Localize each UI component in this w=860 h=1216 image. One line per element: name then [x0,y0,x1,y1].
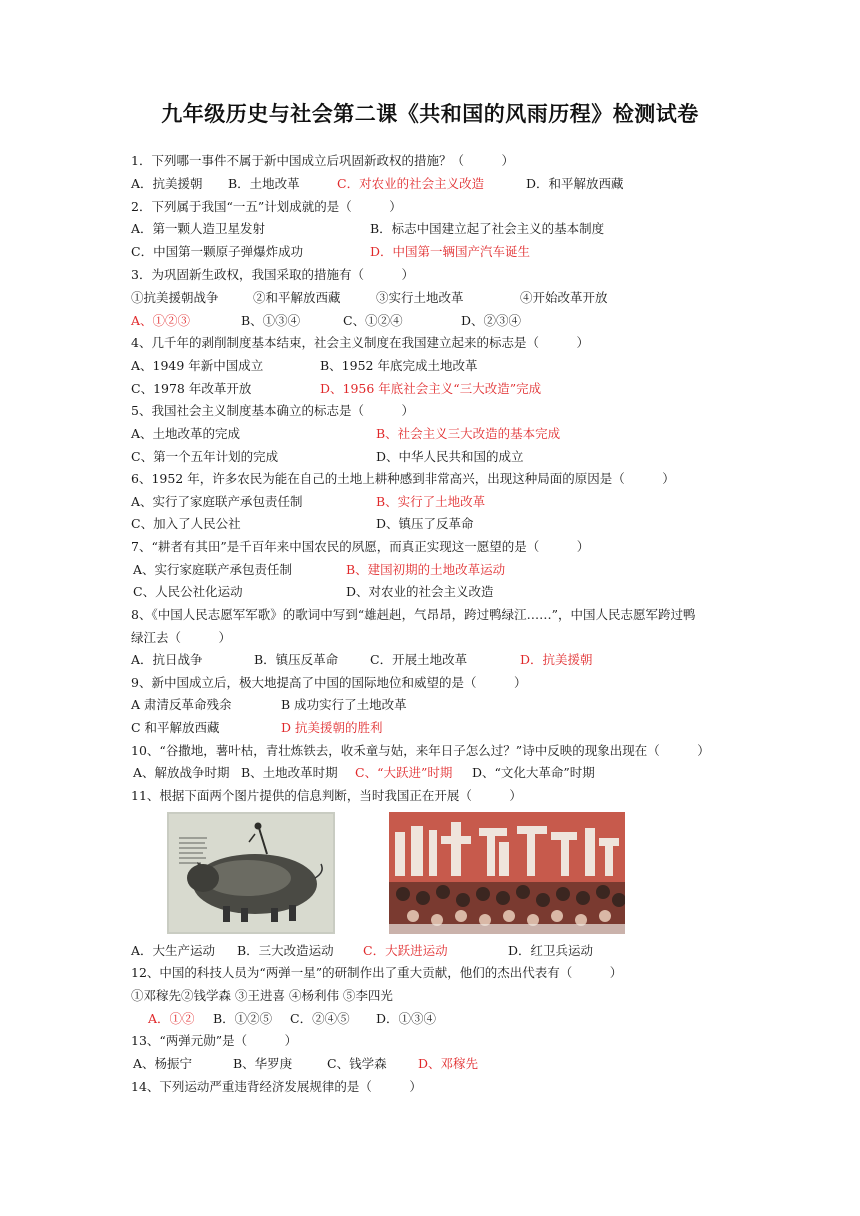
q10-option-b: B、土地改革时期 [241,765,338,780]
q1-option-b: B．土地改革 [228,176,300,191]
q10-option-a: A、解放战争时期 [133,765,230,780]
q8-option-d: D．抗美援朝 [520,652,593,667]
q12-option-c: C．②④⑤ [290,1011,350,1026]
q3-option-c: C、①②④ [343,313,403,328]
q3-option-d: D、②③④ [461,313,522,328]
q3-item-1: ①抗美援朝战争 [131,290,219,305]
q2-option-c: C．中国第一颗原子弹爆炸成功 [131,244,304,259]
q11-option-b: B．三大改造运动 [237,943,334,958]
q1-option-a: A．抗美援朝 [131,176,203,191]
q13-option-b: B、华罗庚 [233,1056,293,1071]
q10-option-d: D、“文化大革命”时期 [472,765,595,780]
question-12-stem: 12、中国的科技人员为“两弹一星”的研制作出了重大贡献，他们的杰出代表有（ ） [131,965,623,980]
q4-option-c: C、1978 年改革开放 [131,381,252,396]
q3-item-3: ③实行土地改革 [376,290,464,305]
question-3-stem: 3．为巩固新生政权，我国采取的措施有（ ） [131,267,414,282]
q8-option-c: C．开展土地改革 [370,652,468,667]
question-8-stem-line1: 8、《中国人民志愿军军歌》的歌词中写到“雄赳赳，气昂昂，跨过鸭绿江……”，中国人民志愿军跨过鸭 [131,607,696,622]
q3-option-a: A、①②③ [131,313,191,328]
q13-option-c: C、钱学森 [327,1056,387,1071]
question-13-stem: 13、“两弹元勋”是（ ） [131,1033,298,1048]
q10-option-c: C、“大跃进”时期 [355,765,453,780]
q3-option-b: B、①③④ [241,313,301,328]
q4-option-b: B、1952 年底完成土地改革 [320,358,478,373]
question-2-stem: 2．下列属于我国“一五”计划成就的是（ ） [131,199,402,214]
q7-option-d: D、对农业的社会主义改造 [346,584,494,599]
question-5-stem: 5、我国社会主义制度基本确立的标志是（ ） [131,403,414,418]
q3-item-2: ②和平解放西藏 [253,290,341,305]
q12-option-a: A．①② [148,1011,195,1026]
q13-option-d: D、邓稼先 [418,1056,479,1071]
q6-option-c: C、加入了人民公社 [131,516,241,531]
q4-option-a: A、1949 年新中国成立 [131,358,264,373]
q11-option-a: A．大生产运动 [131,943,216,958]
q5-option-a: A、土地改革的完成 [131,426,241,441]
page-title: 九年级历史与社会第二课《共和国的风雨历程》检测试卷 [161,102,699,126]
question-10-stem: 10、“谷撒地，薯叶枯，青壮炼铁去，收禾童与姑，来年日子怎么过？”诗中反映的现象出现在（ ） [131,743,710,758]
q9-option-a: A 肃清反革命残余 [131,697,232,712]
q11-option-c: C．大跃进运动 [363,943,448,958]
question-1-stem: 1．下列哪一事件不属于新中国成立后巩固新政权的措施？（ ） [131,153,514,168]
q6-option-d: D、镇压了反革命 [376,516,474,531]
q7-option-c: C、人民公社化运动 [133,584,243,599]
q13-option-a: A、杨振宁 [133,1056,193,1071]
q5-option-c: C、第一个五年计划的完成 [131,449,279,464]
q9-option-b: B 成功实行了土地改革 [281,697,407,712]
q12-option-d: D．①③④ [376,1011,437,1026]
q4-option-d: D、1956 年底社会主义“三大改造”完成 [320,381,542,396]
question-7-stem: 7、“耕者有其田”是千百年来中国农民的夙愿，而真正实现这一愿望的是（ ） [131,539,590,554]
q8-option-b: B．镇压反革命 [254,652,339,667]
q6-option-a: A、实行了家庭联产承包责任制 [131,494,303,509]
rally-banner-photo [389,812,625,934]
q12-items: ①邓稼先②钱学森 ③王进喜 ④杨利伟 ⑤李四光 [131,988,393,1003]
question-11-stem: 11、根据下面两个图片提供的信息判断，当时我国正在开展（ ） [131,788,522,803]
q2-option-a: A．第一颗人造卫星发射 [131,221,266,236]
q9-option-d: D 抗美援朝的胜利 [281,720,383,735]
q2-option-b: B．标志中国建立起了社会主义的基本制度 [370,221,605,236]
question-4-stem: 4、几千年的剥削制度基本结束，社会主义制度在我国建立起来的标志是（ ） [131,335,589,350]
q7-option-a: A、实行家庭联产承包责任制 [133,562,293,577]
q3-item-4: ④开始改革开放 [520,290,608,305]
q8-option-a: A．抗日战争 [131,652,203,667]
q11-option-d: D．红卫兵运动 [508,943,594,958]
pig-cartoon-image [167,812,335,934]
q1-option-c: C．对农业的社会主义改造 [337,176,485,191]
q6-option-b: B、实行了土地改革 [376,494,486,509]
q2-option-d: D．中国第一辆国产汽车诞生 [370,244,531,259]
q9-option-c: C 和平解放西藏 [131,720,220,735]
question-6-stem: 6、1952 年，许多农民为能在自己的土地上耕种感到非常高兴，出现这种局面的原因是（ ） [131,471,675,486]
q7-option-b: B、建国初期的土地改革运动 [346,562,506,577]
question-14-stem: 14、下列运动严重违背经济发展规律的是（ ） [131,1079,422,1094]
q5-option-b: B、社会主义三大改造的基本完成 [376,426,561,441]
question-9-stem: 9、新中国成立后，极大地提高了中国的国际地位和威望的是（ ） [131,675,527,690]
q12-option-b: B．①②⑤ [213,1011,273,1026]
q5-option-d: D、中华人民共和国的成立 [376,449,524,464]
q1-option-d: D．和平解放西藏 [526,176,624,191]
question-8-stem-line2: 绿江去（ ） [131,630,232,645]
